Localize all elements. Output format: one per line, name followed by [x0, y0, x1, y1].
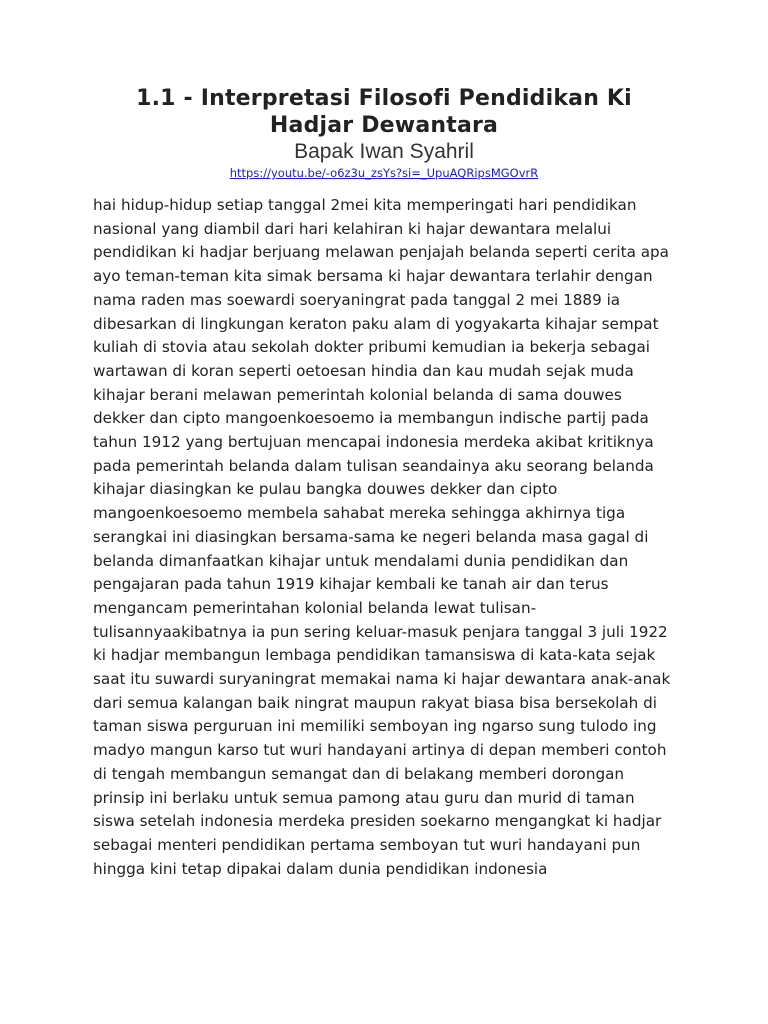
video-link[interactable]: https://youtu.be/-o6z3u_zsYs?si=_UpuAQRipsMGOvrR [229, 166, 539, 180]
document-title: 1.1 - Interpretasi Filosofi Pendidikan Ki Hadjar Dewantara [136, 86, 632, 138]
document-header [0, 85, 768, 182]
document-author: Bapak Iwan Syahril [294, 140, 474, 163]
document-body: hai hidup-hidup setiap tanggal 2mei kita memperingati hari pendidikan nasional yang diambil dari hari kelahiran ki hajar dewantara melalui pendidikan ki hadjar berjuang melawan penjajah belanda seperti cerita apa ayo teman-teman kita simak bersama ki hajar dewantara terlahir dengan nama raden mas soewardi soeryaningrat pada tanggal 2 mei 1889 ia dibesarkan di lingkungan keraton paku alam di yogyakarta kihajar sempat kuliah di stovia atau sekolah dokter pribumi kemudian ia bekerja sebagai wartawan di koran seperti oetoesan hindia dan kau mudah sejak muda kihajar berani melawan pemerintah kolonial belanda di sama douwes dekker dan cipto mangoenkoesoemo ia membangun indische partij pada tahun 1912 yang bertujuan mencapai indonesia merdeka akibat kritiknya pada pemerintah belanda dalam tulisan seandainya aku seorang belanda kihajar diasingkan ke pulau bangka douwes dekker dan cipto mangoenkoesoemo membela sahabat mereka sehingga akhirnya tiga serangkai ini diasingkan bersama-sama ke negeri belanda masa gagal di belanda dimanfaatkan kihajar untuk mendalami dunia pendidikan dan pengajaran pada tahun 1919 kihajar kembali ke tanah air dan terus mengancam pemerintahan kolonial belanda lewat tulisan-tulisannyaakibatnya ia pun sering keluar-masuk penjara tanggal 3 juli 1922 ki hadjar membangun lembaga pendidikan tamansiswa di kata-kata sejak saat itu suwardi suryaningrat memakai nama ki hajar dewantara anak-anak dari semua kalangan baik ningrat maupun rakyat biasa bisa bersekolah di taman siswa perguruan ini memiliki semboyan ing ngarso sung tulodo ing madyo mangun karso tut wuri handayani artinya di depan memberi contoh di tengah membangun semangat dan di belakang memberi dorongan prinsip ini berlaku untuk semua pamong atau guru dan murid di taman siswa setelah indonesia merdeka presiden soekarno mengangkat ki hadjar sebagai menteri pendidikan pertama semboyan tut wuri handayani pun hingga kini tetap dipakai dalam dunia pendidikan indonesia [93, 196, 671, 878]
